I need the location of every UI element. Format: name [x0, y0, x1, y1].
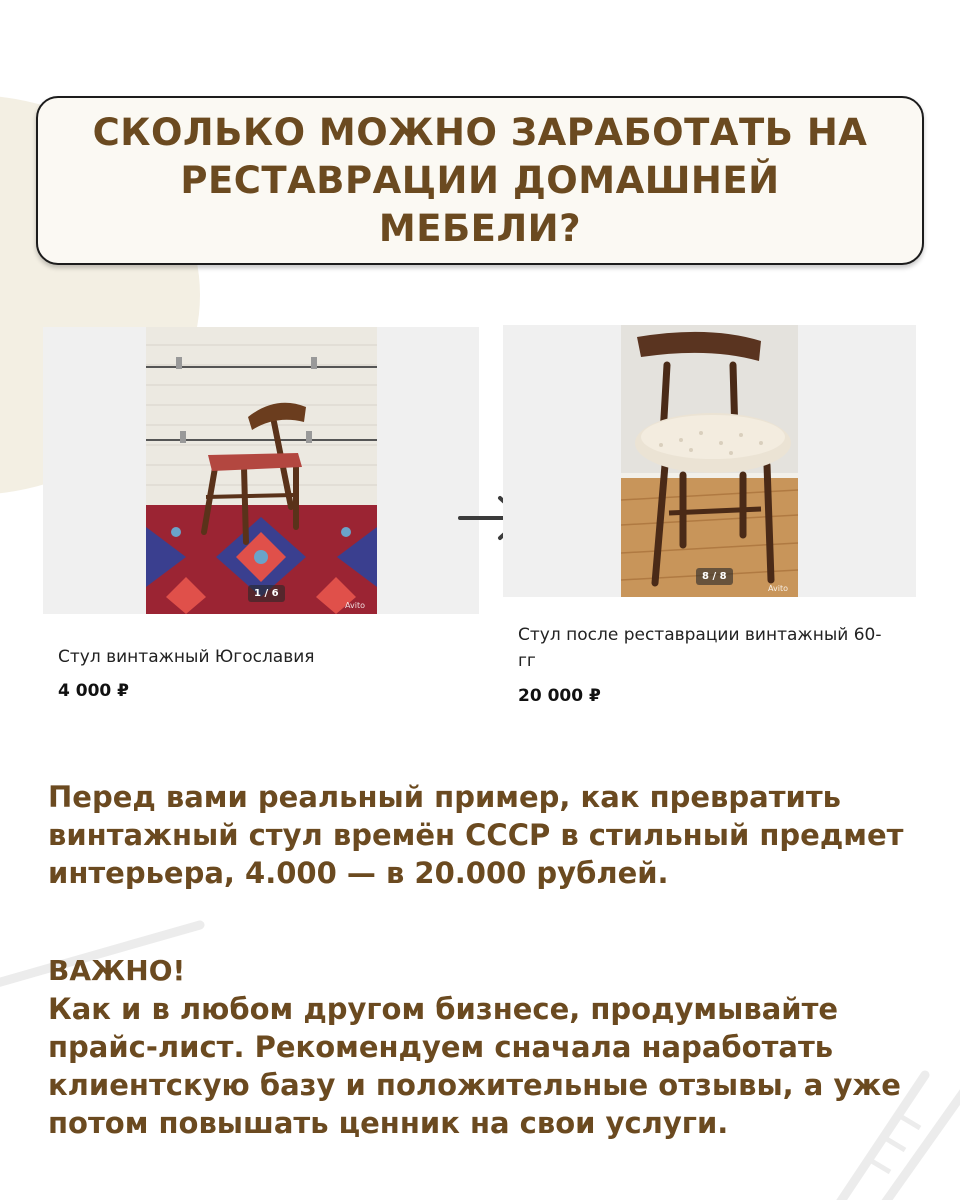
product-photo-after[interactable]	[621, 325, 798, 597]
watermark-text: Avito	[768, 584, 788, 593]
watermark-text: Avito	[345, 601, 365, 610]
product-card-before[interactable]	[43, 327, 479, 614]
page-title: СКОЛЬКО МОЖНО ЗАРАБОТАТЬ НА РЕСТАВРАЦИИ ДОМАШНЕЙ МЕБЕЛИ?	[92, 110, 868, 250]
product-name-after[interactable]: Стул после реставрации винтажный 60- гг	[518, 625, 882, 671]
photo-counter: 8 / 8	[696, 568, 733, 585]
product-card-after[interactable]	[503, 325, 916, 597]
important-heading: ВАЖНО!	[48, 954, 186, 987]
important-section	[48, 952, 938, 990]
product-photo-before[interactable]	[146, 327, 377, 614]
important-paragraph: Как и в любом другом бизнесе, продумывайте прайс-лист. Рекомендуем сначала наработать клиентскую базу и положительные отзывы, а уже потом повышать ценник на свои услуги.	[48, 992, 901, 1140]
product-price-after: 20 000 ₽	[518, 686, 601, 706]
product-price-before: 4 000 ₽	[58, 681, 129, 701]
intro-paragraph: Перед вами реальный пример, как превратить винтажный стул времён СССР в стильный предмет интерьера, 4.000 — в 20.000 рублей.	[48, 780, 904, 890]
product-name-before[interactable]: Стул винтажный Югославия	[58, 647, 315, 667]
photo-counter: 1 / 6	[248, 585, 285, 602]
title-box	[36, 96, 924, 265]
